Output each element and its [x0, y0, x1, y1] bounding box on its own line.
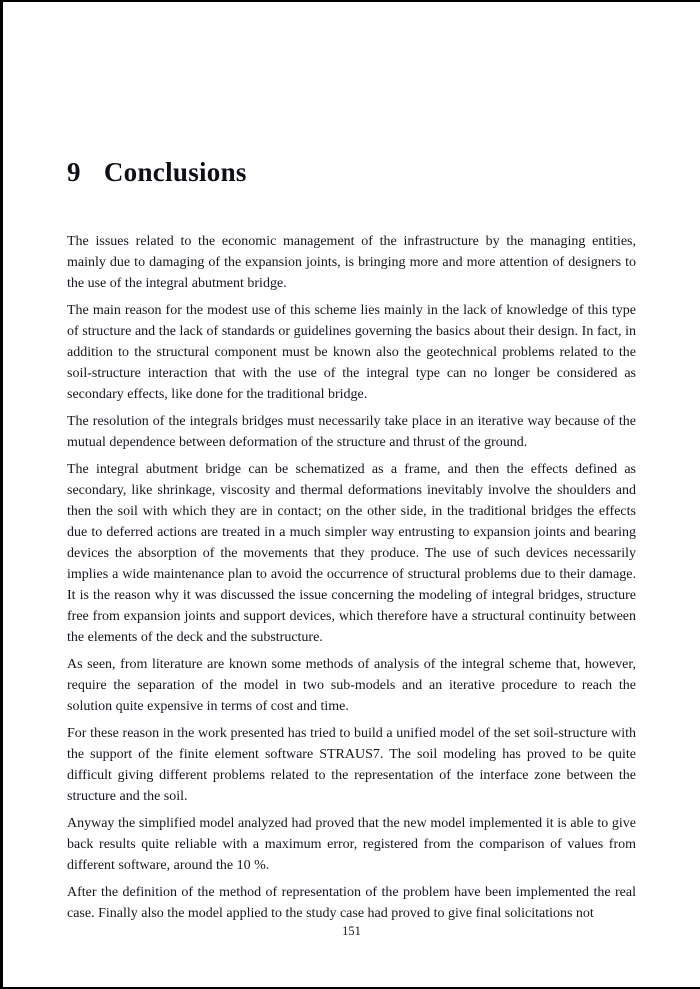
- paragraph-3: The resolution of the integrals bridges must necessarily take place in an iterative way because of the mutual dependence between deformation of the structure and thrust of the ground.: [67, 414, 636, 450]
- page-number: 151: [342, 924, 361, 938]
- paragraph-2: The main reason for the modest use of this scheme lies mainly in the lack of knowledge of this type of structure and the lack of standards or guidelines governing the basics about their design. In fact, in addition to the structural component must be known also the geotechnical problems related to the soil-structure interaction that with the use of the integral type can no longer be considered as secondary effects, like done for the traditional bridge.: [67, 303, 636, 402]
- paragraph-7: Anyway the simplified model analyzed had proved that the new model implemented it is able to give back results quite reliable with a maximum error, registered from the comparison of values from different software, around the 10 %.: [67, 816, 636, 873]
- paragraph-6: For these reason in the work presented has tried to build a unified model of the set soil-structure with the support of the finite element software STRAUS7. The soil modeling has proved to be quite difficult giving different problems related to the representation of the interface zone between the structure and the soil.: [67, 726, 636, 804]
- section-number: 9: [67, 157, 81, 187]
- paragraph-8: After the definition of the method of representation of the problem have been implemented the real case. Finally also the model applied to the study case had proved to give final solicitations not: [67, 885, 636, 921]
- paragraph-1: The issues related to the economic management of the infrastructure by the managing entities, mainly due to damaging of the expansion joints, is bringing more and more attention of designers to the use of the integral abutment bridge.: [67, 234, 636, 291]
- page-content: [3, 2, 700, 924]
- paragraph-4: The integral abutment bridge can be schematized as a frame, and then the effects defined as secondary, like shrinkage, viscosity and thermal deformations inevitably involve the shoulders and then the soil with which they are in contact; on the other side, in the traditional bridges the effects due to deferred actions are treated in a much simpler way entrusting to expansion joints and bearing devices the absorption of the movements that they produce. The use of such devices necessarily implies a wide maintenance plan to avoid the occurrence of structural problems due to their damage. It is the reason why it was discussed the issue concerning the modeling of integral bridges, structure free from expansion joints and support devices, which therefore have a structural continuity between the elements of the deck and the substructure.: [67, 462, 636, 645]
- paragraph-5: As seen, from literature are known some methods of analysis of the integral scheme that, however, require the separation of the model in two sub-models and an iterative procedure to reach the solution quite expensive in terms of cost and time.: [67, 657, 636, 714]
- section-title: Conclusions: [103, 157, 247, 187]
- section-heading: [67, 155, 636, 189]
